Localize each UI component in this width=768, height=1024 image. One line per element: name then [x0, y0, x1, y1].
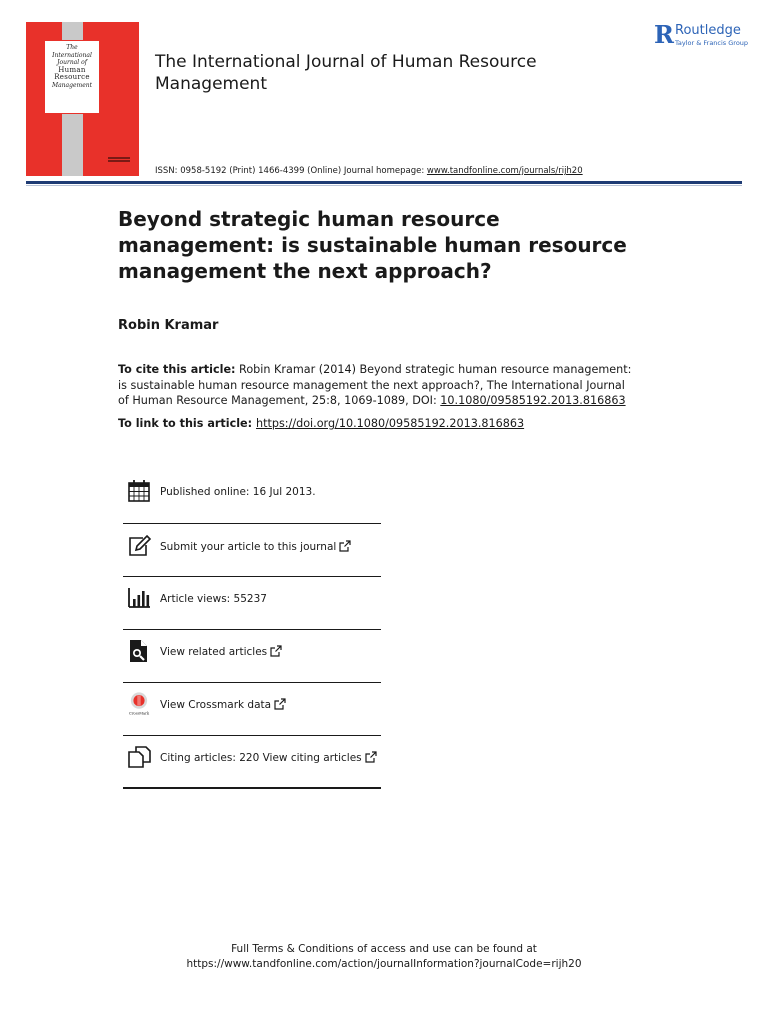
- header-rule: [26, 181, 742, 184]
- header-rule-thin: [26, 185, 742, 186]
- cover-title-panel: The International Journal of Human Resource Management: [44, 40, 100, 114]
- journal-cover-image: [26, 22, 139, 176]
- journal-homepage-link[interactable]: www.tandfonline.com/journals/rijh20: [426, 166, 583, 176]
- article-title: Beyond strategic human resource management: is sustainable human resource management the next approach?: [118, 207, 627, 283]
- article-url-link[interactable]: https://doi.org/10.1080/09585192.2013.816863: [256, 417, 525, 430]
- published-online-text: Published online: 16 Jul 2013.: [160, 486, 316, 498]
- crossmark-badge-text: CrossMark: [128, 711, 150, 716]
- article-link-block: To link to this article: https://doi.org/10.1080/09585192.2013.816863: [118, 417, 525, 430]
- article-views-text: Article views: 55237: [160, 593, 267, 605]
- terms-link[interactable]: https://www.tandfonline.com/action/journalInformation?journalCode=rijh20: [186, 958, 582, 970]
- related-articles-row[interactable]: [123, 639, 381, 669]
- issn-line: ISSN: 0958-5192 (Print) 1466-4399 (Online) Journal homepage: www.tandfonline.com/journals/rijh20: [155, 166, 583, 176]
- footer-terms: Full Terms & Conditions of access and use can be found at https://www.tandfonline.com/action/journalInformation?journalCode=rijh20: [0, 942, 768, 972]
- routledge-r-icon: R: [654, 20, 674, 49]
- routledge-logo: R Routledge Taylor & Francis Group: [654, 20, 749, 49]
- row-divider: [123, 576, 381, 577]
- external-link-icon: [339, 540, 351, 552]
- external-link-icon: [365, 751, 377, 763]
- submit-article-link[interactable]: Submit your article to this journal: [160, 541, 337, 553]
- doi-link[interactable]: 10.1080/09585192.2013.816863: [440, 394, 626, 407]
- external-link-icon: [274, 698, 286, 710]
- row-divider: [123, 682, 381, 683]
- published-online-row: [123, 479, 381, 509]
- citing-articles-row[interactable]: [123, 745, 381, 775]
- article-views-row: [123, 586, 381, 616]
- citation-block: To cite this article: Robin Kramar (2014) Beyond strategic human resource management: is sustainable human resource management the next approach?, The International Journal of Human Resource Management, 25:8, 1069-1089, DOI: 10.1080/09585192.2013.816863: [118, 363, 632, 407]
- crossmark-row[interactable]: [123, 692, 381, 722]
- row-divider-bottom: [123, 787, 381, 789]
- calendar-icon: [127, 479, 151, 503]
- article-author: Robin Kramar: [118, 318, 219, 333]
- row-divider: [123, 523, 381, 524]
- edit-icon: [127, 534, 151, 558]
- crossmark-link[interactable]: View Crossmark data: [160, 699, 272, 711]
- citing-articles-link[interactable]: Citing articles: 220 View citing articles: [160, 752, 362, 764]
- submit-article-row[interactable]: [123, 534, 381, 564]
- external-link-icon: [270, 645, 282, 657]
- cover-publisher-mark: [108, 157, 130, 165]
- crossmark-icon: [127, 692, 151, 716]
- journal-title: The International Journal of Human Resource Management: [155, 52, 537, 94]
- row-divider: [123, 735, 381, 736]
- copy-documents-icon: [127, 745, 151, 769]
- related-articles-link[interactable]: View related articles: [160, 646, 268, 658]
- bar-chart-icon: [127, 586, 151, 610]
- row-divider: [123, 629, 381, 630]
- document-search-icon: [127, 639, 151, 663]
